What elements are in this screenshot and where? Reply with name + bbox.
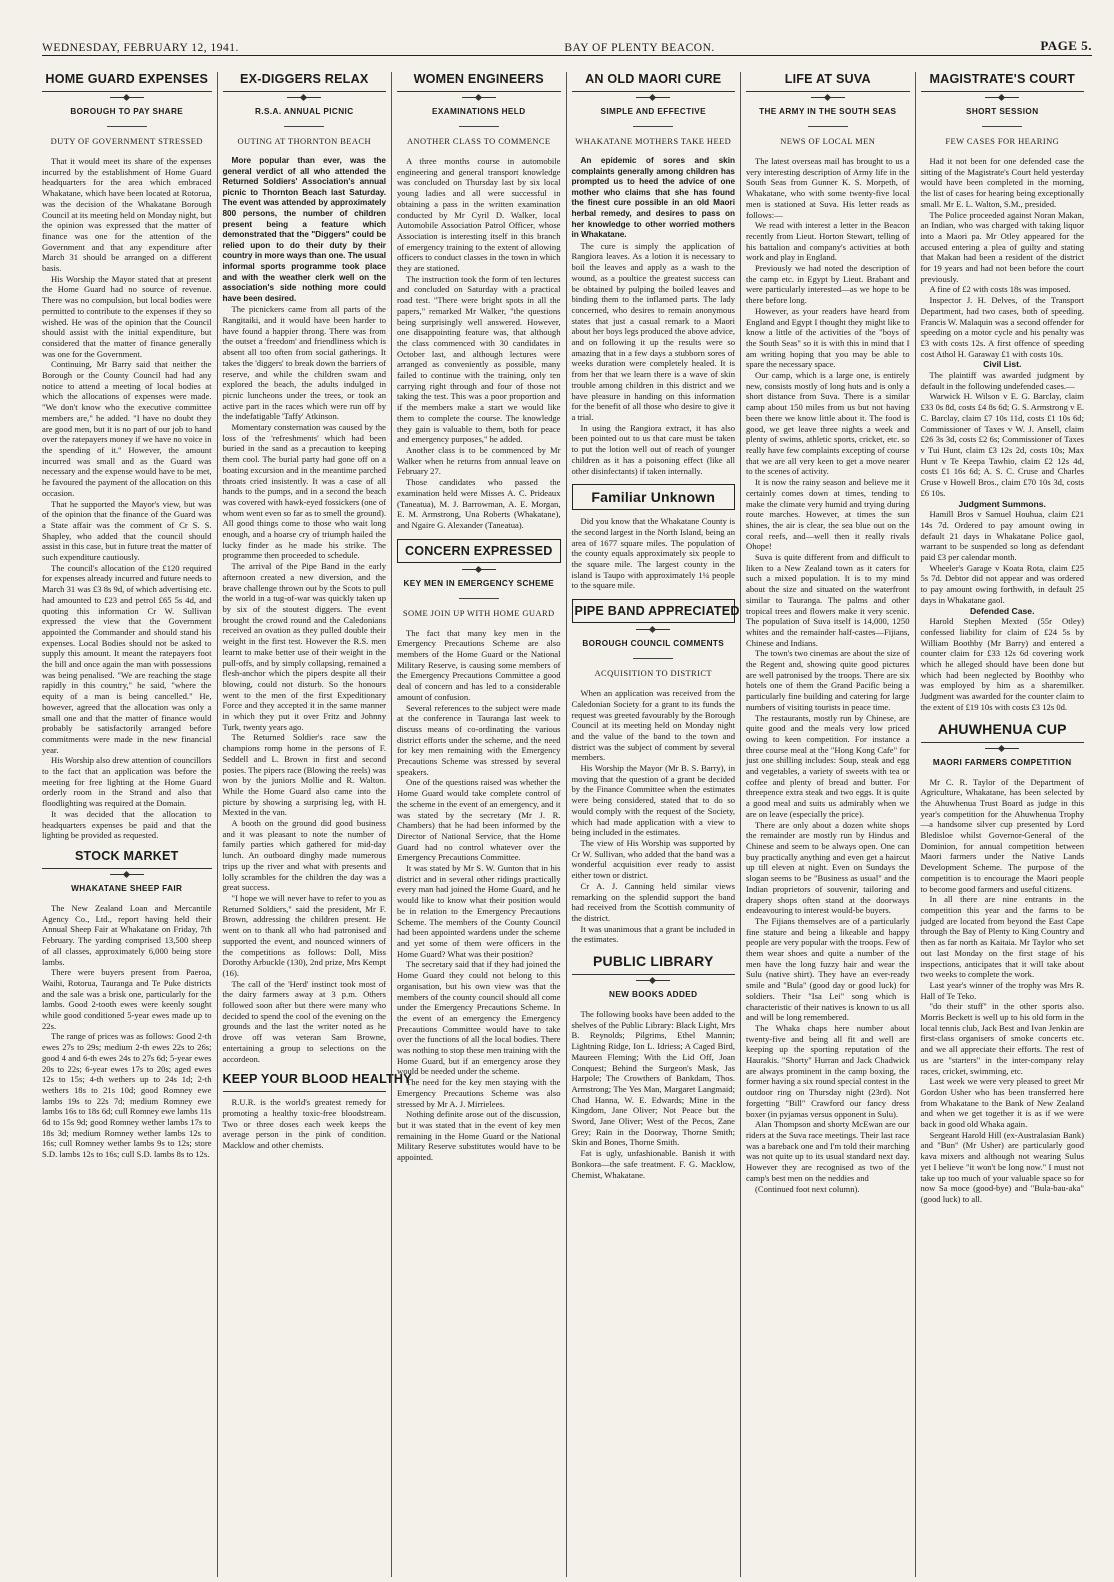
article xyxy=(222,1072,412,1151)
article-subheading-secondary: NEWS OF LOCAL MEN xyxy=(780,136,876,146)
divider xyxy=(284,126,324,127)
article-subheading: EXAMINATIONS HELD xyxy=(431,107,526,116)
article-paragraph: However, as your readers have heard from England and Egypt I thought they might like to know a little of the activities of the "boys of the South Seas" so it is with this in mind that I am writing hoping that you may be able to spare the necessary space. xyxy=(746,305,910,370)
columns-container xyxy=(42,72,1092,1577)
article-paragraph: "do their stuff" in the other sports also. Morris Beckett is well up to his old form in the local tennis club, Jack Best and Ivan Jenkin are first-class organisers of smoke concerts etc. and we all appreciate their efforts. The rest of us are "starters" in the inter-company relay races, cricket, swimming, etc. xyxy=(920,1001,1084,1076)
article-paragraph: The arrival of the Pipe Band in the early afternoon created a new diversion, and the brave challenge thrown out by the Scots to pull the world in a tug-of-war was quickly taken up by six of the stoutest diggers. The event brought the crowd round and the Caledonians received an ovation as they pulled double their weight in the first test. However the R.S. men learnt to make better use of their weight in the pull-offs, and by simply collapsing, remained a flesh-anchor which the pipers despite all their blowing, could not disturb. So the honours went to the men of the first Expeditionary Force and they accepted it in the same manner in which they put it over Fritz and Johnny Turk, twenty years ago. xyxy=(222,561,386,732)
article-paragraph: It is now the rainy season and believe me it certainly comes down at times, tending to make the climate very humid and trying during route marches. However, at times the sun shines, the air is clear, the sea blue out on the coral reefs, and—well then it really rivals Ohope! xyxy=(746,477,910,552)
article-paragraph: There were buyers present from Paeroa, Waihi, Rotorua, Tauranga and Te Puke districts and the sale was a brisk one, particularly for the lambs. Good 2-tooth ewes were keenly sought while good conditioned 5-year ewes made up to 22s. xyxy=(42,967,212,1031)
article-paragraph: R.U.R. is the world's greatest remedy for promoting a healthy toxic-free bloodstream. Two or three doses each week keeps the average person in the pink of condition. Macklow and other chemists. xyxy=(222,1097,386,1151)
article-headline: KEEP YOUR BLOOD HEALTHY xyxy=(223,1072,387,1092)
article-paragraph: Inspector J. H. Delves, of the Transport Department, had two cases, both of speeding. Francis W. Malaquin was a second offender for speeding on a motor cycle and his penalty was £3 with costs 12s. A first offence of speeding cost Athol H. Garaway £1 with costs 10s. xyxy=(920,295,1084,359)
article-intro: More popular than ever, was the general verdict of all who attended the Returned Soldiers' Association's annual picnic to Thornton Beach last Saturday. The event was attended by approximately 800 persons, the number of children present being a feature which demonstrated that the "Diggers" could be relied upon to do their duty by their country in more ways than one. The usual informal sports programme took place and with the weather clerk well on the association's side nothing more could have been desired. xyxy=(222,156,386,303)
article-paragraph: The range of prices was as follows: Good 2-th ewes 27s to 29s; medium 2-th ewes 22s to 26s; good 4 and 6-th ewes 24s to 27s 6d; 5-year ewes 20s to 22s; 6-year ewes 17s to 20s; aged ewes 12s to 15s; 4-th wethers up to 24s 1d; 2-th wethers 18s to 21s 10d; good Romney ewe lambs 19s to 22s 7d; medium Romney ewe lambs 16s to 18s 6d; cull Romney ewe lambs 11s 6d to 15s 9d; good Romney wether lambs 17s to 18s 3d; medium Romney wether lambs 12s to 16s; cull Romney wether lambs 9s to 12s; store S.D. lambs 12s to 16s; cull S.D. lambs 8s to 12s. xyxy=(42,1031,212,1160)
article-headline: AN OLD MAORI CURE xyxy=(572,72,736,92)
article-paragraph: It was decided that the allocation to headquarters expenses be paid and that the lighting be provided as requested. xyxy=(42,808,212,841)
article-headline: PIPE BAND APPRECIATED xyxy=(572,599,736,623)
article xyxy=(571,599,740,945)
article-paragraph: Suva is quite different from and difficult to liken to a New Zealand town as it caters for such a mixed population. It is to my mind about the size and situated on the waterfront similar to Tauranga. The palms and other tropical trees and flowers make it very scenic. The population of Suva itself is 14,000, 1250 whites and the remainder half-castes—Fijians, Chinese and Indians. xyxy=(746,552,910,648)
article xyxy=(921,721,1085,1205)
article xyxy=(397,72,561,531)
article-paragraph: Civil List. xyxy=(983,359,1022,370)
article-paragraph: Several references to the subject were made at the conference in Tauranga last week to discuss means of co-ordinating the various district efforts under the scheme, and the need for key men remaining with the Emergency Precautions Scheme was stressed by several speakers. xyxy=(397,702,561,777)
article-subheading-secondary: SOME JOIN UP WITH HOME GUARD xyxy=(402,607,555,618)
article xyxy=(397,539,561,1163)
article-paragraph: The picnickers came from all parts of the Rangitaiki, and it would have been harder to have found a happier throng. There was from the outset a 'freedom' and friendliness which is absent all too often from social gatherings. It takes the 'diggers' to break down the barriers of reserve, and while the children swam and explored the beach, the adults indulged in picnic luncheons under the trees, or took an active part in the races which were run off by the indefatigable 'Taffy' Atkinson. xyxy=(222,304,386,422)
article-paragraph: (Continued foot next column). xyxy=(755,1183,860,1194)
article-paragraph: It was unanimous that a grant be included in the estimates. xyxy=(571,923,735,945)
article-headline: Familiar Unknown xyxy=(572,484,736,510)
article-paragraph: When an application was received from the Caledonian Society for a grant to its funds the request was greeted favourably by the Borough Council at its meeting held on Monday night and the value of the band to the town and district was the subject of comment by several members. xyxy=(571,688,735,763)
article-subheading: SHORT SESSION xyxy=(965,107,1039,116)
article-paragraph: The instruction took the form of ten lectures and concluded on Saturday with a practical road test. "There were bright spots in all the papers," remarked Mr Walker, "the questions being surprisingly well answered. However, one disappointing feature was, that although the class commenced with 30 candidates in October last, and although lectures were arranged as conveniently as possible, many failed to continue with the training, only ten carrying right through and four of those not taking the test. This was a poor proportion and if the members make a start we would like them to complete the course. The knowledge they gain is valuable to them, both for peace and emergency purposes," he added. xyxy=(397,273,561,445)
article-subheading-secondary: ACQUISITION TO DISTRICT xyxy=(594,668,712,679)
divider xyxy=(459,126,499,127)
article-headline: HOME GUARD EXPENSES xyxy=(42,72,212,92)
article-headline: AHUWHENUA CUP xyxy=(921,721,1085,743)
article-paragraph: His Worship the Mayor stated that at present the Home Guard had no source of revenue. There was no compulsion, but local bodies were permitted to contribute to the expenses if they so wished. He was of the opinion that the Council should assist with the initial expenditure, but considered that the matter of finance generally was one for the Government. xyxy=(42,273,212,359)
article-paragraph: Hamill Bros v Samuel Houhua, claim £21 14s 7d. Ordered to pay amount owing in default 21 days in Whakatane Police gaol, warrant to be suspended so long as defendant paid £3 per calendar month. xyxy=(920,509,1084,563)
article-paragraph: Mr C. R. Taylor of the Department of Agriculture, Whakatane, has been selected by the Ahuwhenua Trust Board as judge in this year's competition for the Ahuwhenua Trophy—a handsome silver cup presented by Lord Bledisloe whilst Governor-General of the Dominion, for annual competition between Maori farmers under the Native Lands Development Scheme. The purpose of the competition is to encourage the Maori people to become good farmers and useful citizens. xyxy=(920,776,1084,894)
article-paragraph: Momentary consternation was caused by the loss of the 'refreshments' which had been buried in the sand as a precaution to keeping them cool. The burial party had gone off on a boating excursion and in the meantime parched throats cried insistently. It was a case of all hands to the pumps, and in a second the beach was covered with hawk-eyed fossickers (one of whom went even so far as to smell the ground). All good things come to those who wait long enough, and a hoarse cry of triumph hailed the lucky finder as he made his strike. The programme then proceeded to schedule. xyxy=(222,422,386,561)
article-paragraph: The cure is simply the application of Rangiora leaves. As a lotion it is necessary to boil the leaves and apply as a wash to the wound, as a poultice the greatest success can be obtained by pulping the boiled leaves and binding them to the inflamed parts. The lady concerned, who desires to remain anonymous states that just a casual remark to a Maori about her boys legs produced the above advice, and on following it up the results were so amazing that in a few days a stubborn sores of weeks duration were completely healed. It is from her that we learn there is a wave of skin trouble among children in this district and we have pleasure in handing on this information for the benefit of all those who desire to give it a trial. xyxy=(571,240,735,422)
article-subheading: KEY MEN IN EMERGENCY SCHEME xyxy=(403,578,555,588)
page-number: PAGE 5. xyxy=(1040,38,1092,53)
article-subheading-secondary: WHAKATANE MOTHERS TAKE HEED xyxy=(575,136,732,146)
ornament-rule xyxy=(811,97,845,98)
article-subheading-secondary: OUTING AT THORNTON BEACH xyxy=(237,136,372,146)
article-paragraph: Warwick H. Wilson v E. G. Barclay, claim £33 0s 8d, costs £4 8s 6d; G. S. Armstrong v E. C. Barclay, claim £7 10s 11d, costs £1 10s 6d; Commissioner of Taxes v W. J. Ansell, claim £26 3s 3d, costs £2 6s; Commissioner of Taxes v Tui Hunt, claim £3 12s 2d, costs 10s; Max Hunt v Te Keepa Tawhio, claim £2 12s 4d, costs £1 16s 6d; A. S. C. Cruse and Charles Cruse v Howell Bros., claim £70 10s 3d, costs £6 10s. xyxy=(920,391,1084,498)
article-subheading-secondary: DUTY OF GOVERNMENT STRESSED xyxy=(50,136,203,146)
ornament-rule xyxy=(462,569,496,570)
ornament-rule xyxy=(985,748,1019,749)
article-paragraph: A booth on the ground did good business and it was pleasant to note the number of family parties which gathered for mid-day lunch. An outboard dinghy made numerous trips up the river and what with presents and lolly scrambles for the children the day was a great success. xyxy=(222,818,386,893)
article-paragraph: Harold Stephen Mexted (55r Otley) confessed liability for claim of £24 5s by William Boothby (Mr Barry) and entered a counter claim for £33 12s 6d covering work which he alleged should have been done but which had been neglected by Boothby who was employed by him as a sharemilker. Judgment was awarded for the counter claim to the extent of £19 10s with costs £3 12s 0d. xyxy=(920,616,1084,712)
article-paragraph: Those candidates who passed the examination held were Misses A. C. Prideaux (Taneatua), M. J. Barrowman, A. E. Morgan, E. M. Armstrong, Una Roberts (Whakatane), and Ngaire G. Alexander (Taneatua). xyxy=(397,477,561,530)
article-headline: PUBLIC LIBRARY xyxy=(572,953,736,975)
article-subheading: R.S.A. ANNUAL PICNIC xyxy=(254,107,354,116)
article-subheading: NEW BOOKS ADDED xyxy=(609,990,698,1000)
article-paragraph: His Worship the Mayor (Mr B. S. Barry), in moving that the question of a grant be decided by the Finance Committee when the estimates were being considered, stated that to do so would comply with the request of the Society, which had made application with a view to being included in the estimates. xyxy=(571,763,735,838)
column-6 xyxy=(915,72,1090,1577)
ornament-rule xyxy=(462,97,496,98)
article-headline: EX-DIGGERS RELAX xyxy=(223,72,387,92)
article xyxy=(223,72,387,1064)
article-paragraph: Previously we had noted the description of the camp etc. in Egypt by Lieut. Brabant and were particularly interested—as we hope to be there before long. xyxy=(746,263,910,306)
divider xyxy=(808,126,848,127)
article xyxy=(42,849,212,1160)
article-paragraph: Had it not been for one defended case the sitting of the Magistrate's Court held yesterday would have been completed in the morning, the list of cases for hearing being exceptionally small. Mr E. L. Walton, S.M., presided. xyxy=(920,156,1084,209)
article xyxy=(572,72,736,476)
article-headline: MAGISTRATE'S COURT xyxy=(921,72,1085,92)
article-headline: LIFE AT SUVA xyxy=(746,72,910,92)
divider xyxy=(459,598,499,599)
article-paragraph: The need for the key men staying with the Emergency Precautions Scheme was also stressed by Mr A. J. Mirrielees. xyxy=(397,1077,561,1109)
article-subheading: BOROUGH TO PAY SHARE xyxy=(70,107,184,116)
article xyxy=(572,484,736,591)
article-paragraph: That he supported the Mayor's view, but was of the opinion that the finance of the Guard was a State affair was the comment of Cr S. S. Shapley, who added that the council should assist in this case, but in future treat the matter of such expenditure cautiously. xyxy=(42,498,212,563)
article-paragraph: His Worship also drew attention of councillors to the fact that an application was before the meeting for free lighting at the Home Guard orderly room in the Strand and also that floodlighting was required at the Domain. xyxy=(42,755,212,809)
article-paragraph: Sergeant Harold Hill (ex-Australasian Bank) and "Bun" (Mr Usher) are particularly good kava mixers and although not wearing Sulus yet I believe "it won't be long now." I must not take up too much of your valuable space so for now Sa moce (good-bye) and "Bula-bau-aka" (good luck) to all. xyxy=(920,1129,1084,1204)
article-paragraph: Continuing, Mr Barry said that neither the Borough or the County Council had had any notice to attend a meeting of local bodies at which the allocations of expenses were made. "We don't know who the executive committee members are," he added. "I have no doubt they are good men, but it is no part of our job to hand over the ratepayers money if we have no voice in the spending of it." However, the amount incurred was small and as the Guard was necessary and the expense would have to be met, he favoured the payment of the allocation on this occasion. xyxy=(42,359,212,498)
article-paragraph: It was stated by Mr S. W. Gunton that in his district and in several other ridings practically every man had joined the Home Guard, and he would like to know what their position would be in relation to the Emergency Precautions Scheme. The members of the County Council had been appointed wardens under the scheme and yet some of them were officers in the Home Guard? What was their position? xyxy=(397,863,561,959)
article-subheading: WHAKATANE SHEEP FAIR xyxy=(71,884,183,893)
issue-date: WEDNESDAY, FEBRUARY 12, 1941. xyxy=(42,42,239,54)
article-subheading: MAORI FARMERS COMPETITION xyxy=(932,757,1072,767)
article xyxy=(572,953,736,1180)
article-paragraph: A three months course in automobile engineering and general transport knowledge was concluded on Thursday last by six local young ladies and all were successful in obtaining a pass in the written examination conducted by Mr Cyril D. Walker, local Automobile Association Patrol Officer, whose Association is interesting itself in this branch of emergency training to the extent of allowing officers to conduct classes in the town in which they are stationed. xyxy=(397,156,561,274)
column-3 xyxy=(391,72,566,1577)
article-paragraph: The Police proceeded against Noran Makan, an Indian, who was charged with taking liquor into a Maori pa. Mr Otley appeared for the accused entering a plea of guilty and stating that Makan had been a resident of the district for 19 years and had not been before the court previously. xyxy=(920,209,1084,284)
article-paragraph: The town's two cinemas are about the size of the Regent and, showing quite good pictures are well patronised by the troops. There are six hotels one of them the Grand Pacific being a particularly fine building and catering for large numbers of visiting tourists in peace time. xyxy=(746,648,910,712)
column-2 xyxy=(217,72,412,1577)
article-subheading-secondary: ANOTHER CLASS TO COMMENCE xyxy=(406,136,551,146)
column-1 xyxy=(42,72,217,1577)
article-paragraph: The following books have been added to the shelves of the Public Library: Black Light, Mrs B. Reynolds; Pilgrims, Ethel Mannin; Lightning Ridge, Ion L. Idriess; A Caged Bird, Maureen Fleming; With the Lid Off, Joan Conquest; Behind the Surgeon's Mask, Jas Harpole; The Crowthers of Bankdam, Thos. Armstrong; The Yes Man, Margaret Langmaid; Chad Hanna, W. E. Edwards; Mine in the Kingdom, Jane Oliver; Not Peace but the Sword, Jane Oliver; West of the Pecos, Zane Grey; Rain in the Doorway, Thorne Smith; Skin and Bones, Thorne Smith. xyxy=(571,1009,735,1148)
ornament-rule xyxy=(636,980,670,981)
article-paragraph: The latest overseas mail has brought to us a very interesting description of Army life in the South Seas from Gunner K. S. Morpeth, of Whakatane, who with some twenty-five local men is stationed at Suva. His letter reads as follows:— xyxy=(746,156,910,220)
ornament-rule xyxy=(636,629,670,630)
article-paragraph: The Fijians themselves are of a particularly fine stature and being a likeable and happy people are very popular with the troops. Few of them wear shoes and quite a number of the men have the long fuzzy hair and wear the Sulu (native shirt). They have an ever-ready smile and "Bula" (good day or good luck) for soldiers. Their "Isa Lei" song which is characteristic of their natives is known to us all and will be long remembered. xyxy=(746,915,910,1023)
article-paragraph: The Returned Soldier's race saw the champions romp home in the persons of F. Seddell and L. Brown in first and second posies. The pipers race (Blowing the reels) was won by the juniors Mollie and R. Walton. While the Home Guard also came into the picture by showing a surprising leg, with H. Mexted in the van. xyxy=(222,732,386,818)
divider xyxy=(633,658,673,659)
article-subheading-secondary: FEW CASES FOR HEARING xyxy=(945,136,1060,146)
column-5 xyxy=(740,72,915,1577)
divider xyxy=(633,126,673,127)
article-headline: WOMEN ENGINEERS xyxy=(397,72,561,92)
article-paragraph: Last year's winner of the trophy was Mrs R. Hall of Te Teko. xyxy=(920,979,1084,1001)
masthead xyxy=(42,40,1092,56)
article-paragraph: The restaurants, mostly run by Chinese, are quite good and the meals very low priced owing to keen competition. For instance a three course meal at the "Hong Kong Cafe" for just one shilling includes: Soup, steak and egg and vegetables, a variety of sweets with tea or coffee and plenty of bread and butter. For threepence extra steak and two eggs. It is quite a good meal and suits us admirably when we are on leave (especially the price). xyxy=(746,712,910,819)
article-paragraph: "I hope we will never have to refer to you as Returned Soldiers," said the president, Mr F. Brown, addressing the children present. He went on to thank all who had patronised and supported the event, and nounced winners of the competitions as follows: Doll, Miss Dorothy Arbuckle (130), 2nd prize, Mrs Kempt (16). xyxy=(222,892,386,978)
ornament-rule xyxy=(985,97,1019,98)
article-paragraph: Cr A. J. Canning held similar views remarking on the splendid support the band had received from the Scottish community of the district. xyxy=(571,880,735,923)
column-4 xyxy=(566,72,741,1577)
article-paragraph: One of the questions raised was whether the Home Guard would take complete control of the scheme in the event of an emergency, and it was stated by the secretary (Mr J. R. Chambers) that he had been informed by the Director of National Service, that the Home Guard had no control whatever over the Emergency Precautions Committee. xyxy=(397,777,561,863)
article-paragraph: The plaintiff was awarded judgment by default in the following undefended cases.— xyxy=(920,370,1084,391)
article xyxy=(921,72,1085,713)
article-subheading: BOROUGH COUNCIL COMMENTS xyxy=(582,639,725,649)
article-paragraph: The call of the 'Herd' instinct took most of the dairy farmers away at 3 p.m. Others followed soon after but there were many who decided to spend the cool of the evening on the grounds and the last the writer noted as he drove off was veteran Sam Browne, entertaining a group to selections on the accordeon. xyxy=(222,978,386,1064)
article-paragraph: Did you know that the Whakatane County is the second largest in the North Island, being an area of 1677 square miles. The population of the county equals approximately six people to the square mile. The largest county in the island is Taupo with approximately 1¼ people to the square mile. xyxy=(571,516,735,591)
article-paragraph: Alan Thompson and shorty McEwan are our riders at the Suva race meetings. Their last race was a bareback one and I'm told their marching was not quite up to its usual standard next day. However they are recognised as two of the camp's best men on the neddies and xyxy=(746,1119,910,1183)
divider xyxy=(982,126,1022,127)
article-paragraph: The view of His Worship was supported by Cr W. Sullivan, who added that the band was a wonderful acquisition ever ready to assist either town or district. xyxy=(571,837,735,881)
article-paragraph: That it would meet its share of the expenses incurred by the establishment of Home Guard headquarters for the area which embraced Whakatane, which have been located at Rotorua, was the decision of the Whakatane Borough Council at its meeting held on Monday night, but the opinion was expressed that the matter of finance was one for the attention of the Government and that any expenditure after March 31 should be arranged on a different basis. xyxy=(42,156,212,274)
article-paragraph: The New Zealand Loan and Mercantile Agency Co., Ltd., report having held their Annual Sheep Fair at Whakatane on Friday, 7th February. The yarding comprised 13,500 sheep of all classes, approximately 6,000 being store lambs. xyxy=(42,903,212,967)
article-paragraph: Wheeler's Garage v Koata Rota, claim £25 5s 7d. Debtor did not appear and was ordered to pay amount owing forthwith, in default 25 days in Whakatane gaol. xyxy=(920,562,1084,605)
article-paragraph: Defended Case. xyxy=(970,605,1035,616)
article-paragraph: The Whaka chaps here number about twenty-five and being all fit and well are keeping up the sporting reputation of the Haurakis. "Shorty" Hurran and Jack Chadwick are always prominent in the camp boxing, the former having a six round special contest in the outdoor ring on Thursday night (23rd). Not forgetting "Bill" Crawford our fancy dress boxer (in pyjamas versus opponent in Sulu). xyxy=(746,1022,910,1119)
article-intro: An epidemic of sores and skin complaints generally among children has prompted us to heed the advice of one mother who claims that she has found the finest cure possible in an old Maori herbal remedy, and desires to pass on her knowledge to other worried mothers in Whakatane. xyxy=(571,156,735,240)
article xyxy=(746,72,910,1194)
article-headline: STOCK MARKET xyxy=(42,849,212,869)
article-paragraph: A fine of £2 with costs 18s was imposed. xyxy=(929,284,1071,295)
article-subheading: SIMPLE AND EFFECTIVE xyxy=(600,107,706,116)
article-paragraph: Judgment Summons. xyxy=(958,498,1046,509)
article-paragraph: Another class is to be commenced by Mr Walker when he returns from annual leave on February 27. xyxy=(397,444,561,477)
article-paragraph: The council's allocation of the £120 required for expenses already incurred and future needs to March 31 was £3 8s 9d, of which advertising etc. had amounted to £23 and petrol £65 5s 4d, and quoting this information Cr W. Sullivan expressed the view that the Government appointed the Commander and should stand his expenses. Local Bodies should not be asked to supply this amount. It meant the ratepayers foot the bill and once again the man with possessions was being penalised. "We are reaching the stage rapidly in this country," he said, "where the equity of a man is being cancelled." He, however, agreed that the allocation was only a small one and that the matter of finance would probably be satisfactorily arranged before commitments were made in the new financial year. xyxy=(42,562,212,755)
article xyxy=(42,72,212,841)
article-paragraph: Last week we were very pleased to greet Mr Gordon Usher who has been transferred here from Whakatane to the Bank of New Zealand and when we get together it is as if we were back in good old Whaka again. xyxy=(920,1076,1084,1130)
article-headline: CONCERN EXPRESSED xyxy=(397,539,561,563)
article-paragraph: Nothing definite arose out of the discussion, but it was stated that in the event of key men remaining in the Home Guard or the National Military Reserve substitutes would have to be appointed. xyxy=(397,1109,561,1163)
article-paragraph: Fat is ugly, unfashionable. Banish it with Bonkora—the safe treatment. F. G. Macklow, Chemist, Whakatane. xyxy=(571,1148,735,1180)
article-paragraph: There are only about a dozen white shops the remainder are mostly run by Hindus and Chinese and seem to be always open. One can buy practically anything and even get a haircut up till eleven at night. Even on Sundays the slogan seems to be "Business as usual" and the Indian proprietors of souvenir, tailoring and drapery shops often stand at the doorways endeavouring to interest would-be buyers. xyxy=(746,819,910,916)
ornament-rule xyxy=(110,874,144,875)
article-paragraph: In using the Rangiora extract, it has also been pointed out to us that care must be taken to put the lotion well out of reach of younger children as it has a poisoning effect (like all other disinfectants) if taken internally. xyxy=(571,422,735,476)
divider xyxy=(107,126,147,127)
ornament-rule xyxy=(287,97,321,98)
article-paragraph: We read with interest a letter in the Beacon recently from Lieut. Horton Stewart, telling of his battalion and company's activities at both work and play in England. xyxy=(746,220,910,263)
article-paragraph: Our camp, which is a large one, is entirely new, consists mostly of long huts and is only a short distance from Suva. There is a similar camp about 150 miles from us but not having been there we know little about it. The food is good, we get leave three nights a week and plenty of swims, athletic sports, cricket, etc. so really have few complaints excepting of course that we are all very keen to get a move nearer to the scenes of activity. xyxy=(746,370,910,477)
paper-name: BAY OF PLENTY BEACON. xyxy=(564,42,715,54)
ornament-rule xyxy=(636,97,670,98)
article-paragraph: The fact that many key men in the Emergency Precautions Scheme are also members of the Home Guard or the National Military Reserve, is causing some members of the Emergency Precautions Committee a good deal of concern and has led to a considerable amount of confusion. xyxy=(397,627,561,702)
article-paragraph: In all there are nine entrants in the competition this year and the farms to be judged are located from beyond the East Cape through the Bay of Plenty to King Country and then as far north as Kaitaia. Mr Taylor who set out last Monday on the first stage of his inspections, anticipates that it will take about two weeks to complete the work. xyxy=(920,894,1084,980)
ornament-rule xyxy=(110,97,144,98)
article-subheading: THE ARMY IN THE SOUTH SEAS xyxy=(759,107,897,116)
article-paragraph: The secretary said that if they had joined the Home Guard they could not belong to this organisation, but his own view was that the members of the county council should all come under the Emergency Precautions Scheme. In the event of an emergency the Emergency Precautions Committee would have to take over the functions of all the local bodies. There was nothing to stop these men training with the Home Guard, but if an emergency arose they would be needed under the scheme. xyxy=(397,959,561,1077)
